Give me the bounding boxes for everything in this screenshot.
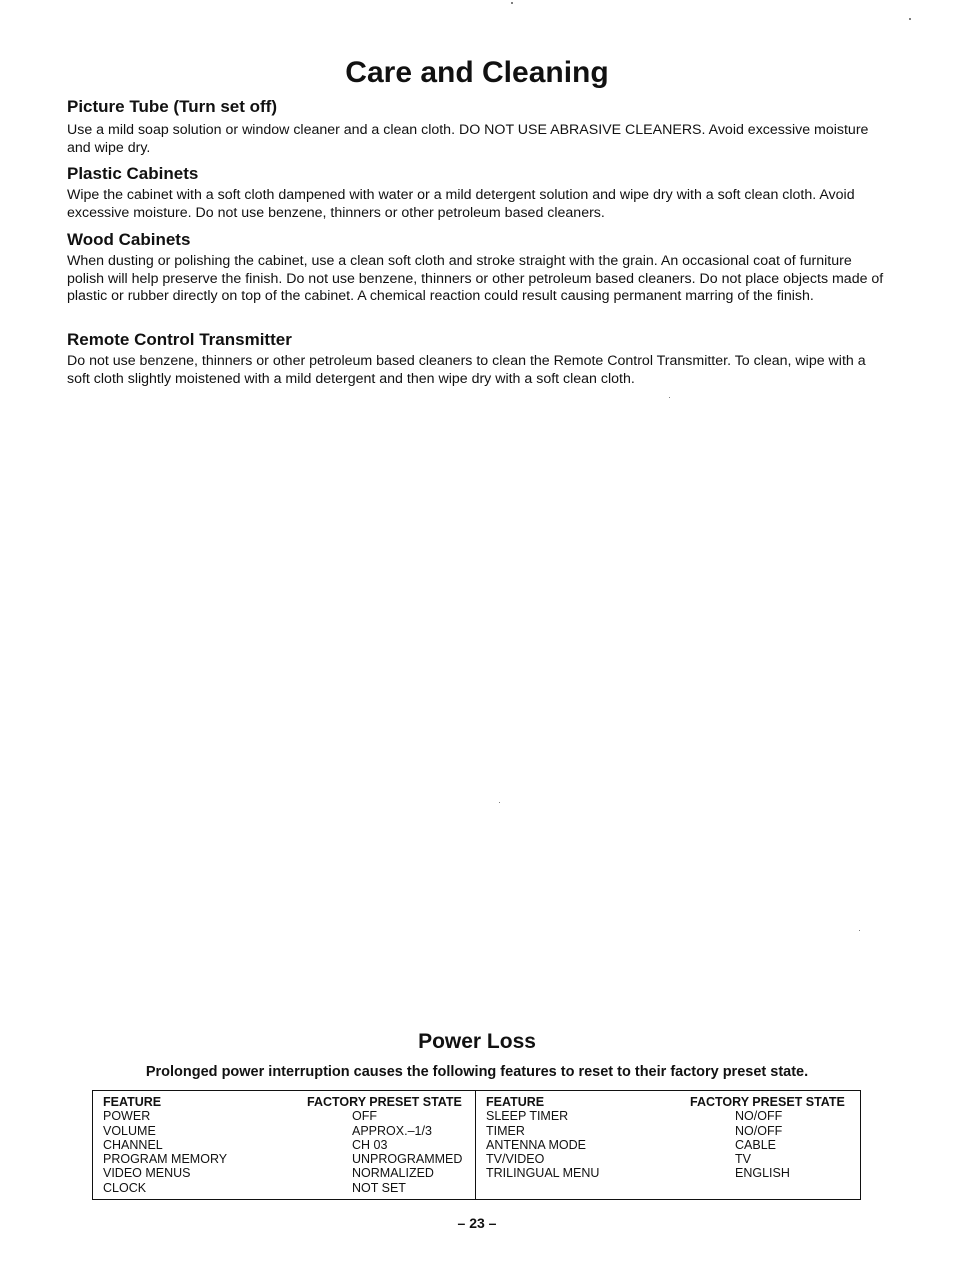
page-number: – 23 – <box>457 1215 497 1231</box>
state-cell: NOT SET <box>352 1180 406 1195</box>
power-loss-intro: Prolonged power interruption causes the following features to reset to their factory preset state. <box>145 1064 809 1080</box>
feature-cell: TIMER <box>486 1123 525 1138</box>
power-loss-title: Power Loss <box>418 1030 536 1053</box>
feature-cell: PROGRAM MEMORY <box>103 1152 228 1167</box>
right-feature-column <box>486 1095 599 1181</box>
right-state-column <box>735 1109 790 1180</box>
state-cell: NORMALIZED <box>352 1166 434 1181</box>
section-heading-remote-control: Remote Control Transmitter <box>67 330 292 349</box>
feature-header: FEATURE <box>486 1095 545 1109</box>
left-state-column <box>352 1109 462 1195</box>
table-divider <box>475 1091 476 1199</box>
feature-cell: CLOCK <box>103 1180 147 1195</box>
state-cell: TV <box>735 1152 751 1167</box>
feature-cell: CHANNEL <box>103 1137 163 1152</box>
right-state-header-column <box>690 1095 845 1109</box>
scan-speck <box>669 397 670 398</box>
section-heading-wood-cabinets: Wood Cabinets <box>67 230 191 249</box>
state-cell: NO/OFF <box>735 1123 783 1138</box>
state-cell: ENGLISH <box>735 1166 790 1181</box>
state-cell: CH 03 <box>352 1137 388 1152</box>
section-body-remote-control: Do not use benzene, thinners or other petroleum based cleaners to clean the Remote Control Transmitter. To clean, wipe with a soft cloth slightly moistened with a mild detergent and then wipe dry with a soft clean cloth. <box>67 353 866 387</box>
feature-cell: VOLUME <box>103 1123 156 1138</box>
state-cell: NO/OFF <box>735 1109 783 1124</box>
feature-cell: TV/VIDEO <box>486 1152 545 1167</box>
preset-table <box>92 1090 861 1200</box>
scan-speck <box>499 802 500 803</box>
feature-cell: VIDEO MENUS <box>103 1166 191 1181</box>
feature-cell: ANTENNA MODE <box>486 1137 587 1152</box>
scan-speck <box>859 930 860 931</box>
feature-header: FEATURE <box>103 1095 162 1109</box>
section-body-plastic-cabinets: Wipe the cabinet with a soft cloth dampened with water or a mild detergent solution and wipe dry with a soft clean cloth. Avoid excessive moisture. Do not use benzene, thinners or other petroleum based cleaners. <box>67 187 855 221</box>
section-heading-plastic-cabinets: Plastic Cabinets <box>67 164 199 183</box>
left-state-header-column <box>307 1095 462 1109</box>
feature-cell: POWER <box>103 1109 151 1124</box>
feature-cell: TRILINGUAL MENU <box>486 1166 600 1181</box>
section-heading-picture-tube: Picture Tube (Turn set off) <box>67 97 277 116</box>
state-cell: APPROX.–1/3 <box>352 1123 432 1138</box>
state-cell: CABLE <box>735 1137 776 1152</box>
section-body-wood-cabinets: When dusting or polishing the cabinet, use a clean soft cloth and stroke straight with the grain. An occasional coat of furniture polish will help preserve the finish. Do not use benzene, thinners or other petroleum based cleaners. Do not place objects made of plastic or rubber directly on top of the cabinet. A chemical reaction could result causing permanent marring of the finish. <box>67 253 884 304</box>
state-header: FACTORY PRESET STATE <box>690 1095 845 1109</box>
page-title: Care and Cleaning <box>345 56 609 89</box>
left-feature-column <box>103 1095 227 1195</box>
scan-speck <box>511 2 513 4</box>
state-cell: OFF <box>352 1109 377 1124</box>
scan-speck <box>909 18 911 20</box>
section-body-picture-tube: Use a mild soap solution or window cleaner and a clean cloth. DO NOT USE ABRASIVE CLEANERS. Avoid excessive moisture and wipe dry. <box>67 122 869 156</box>
state-header: FACTORY PRESET STATE <box>307 1095 462 1109</box>
state-cell: UNPROGRAMMED <box>352 1152 463 1167</box>
feature-cell: SLEEP TIMER <box>486 1109 569 1124</box>
